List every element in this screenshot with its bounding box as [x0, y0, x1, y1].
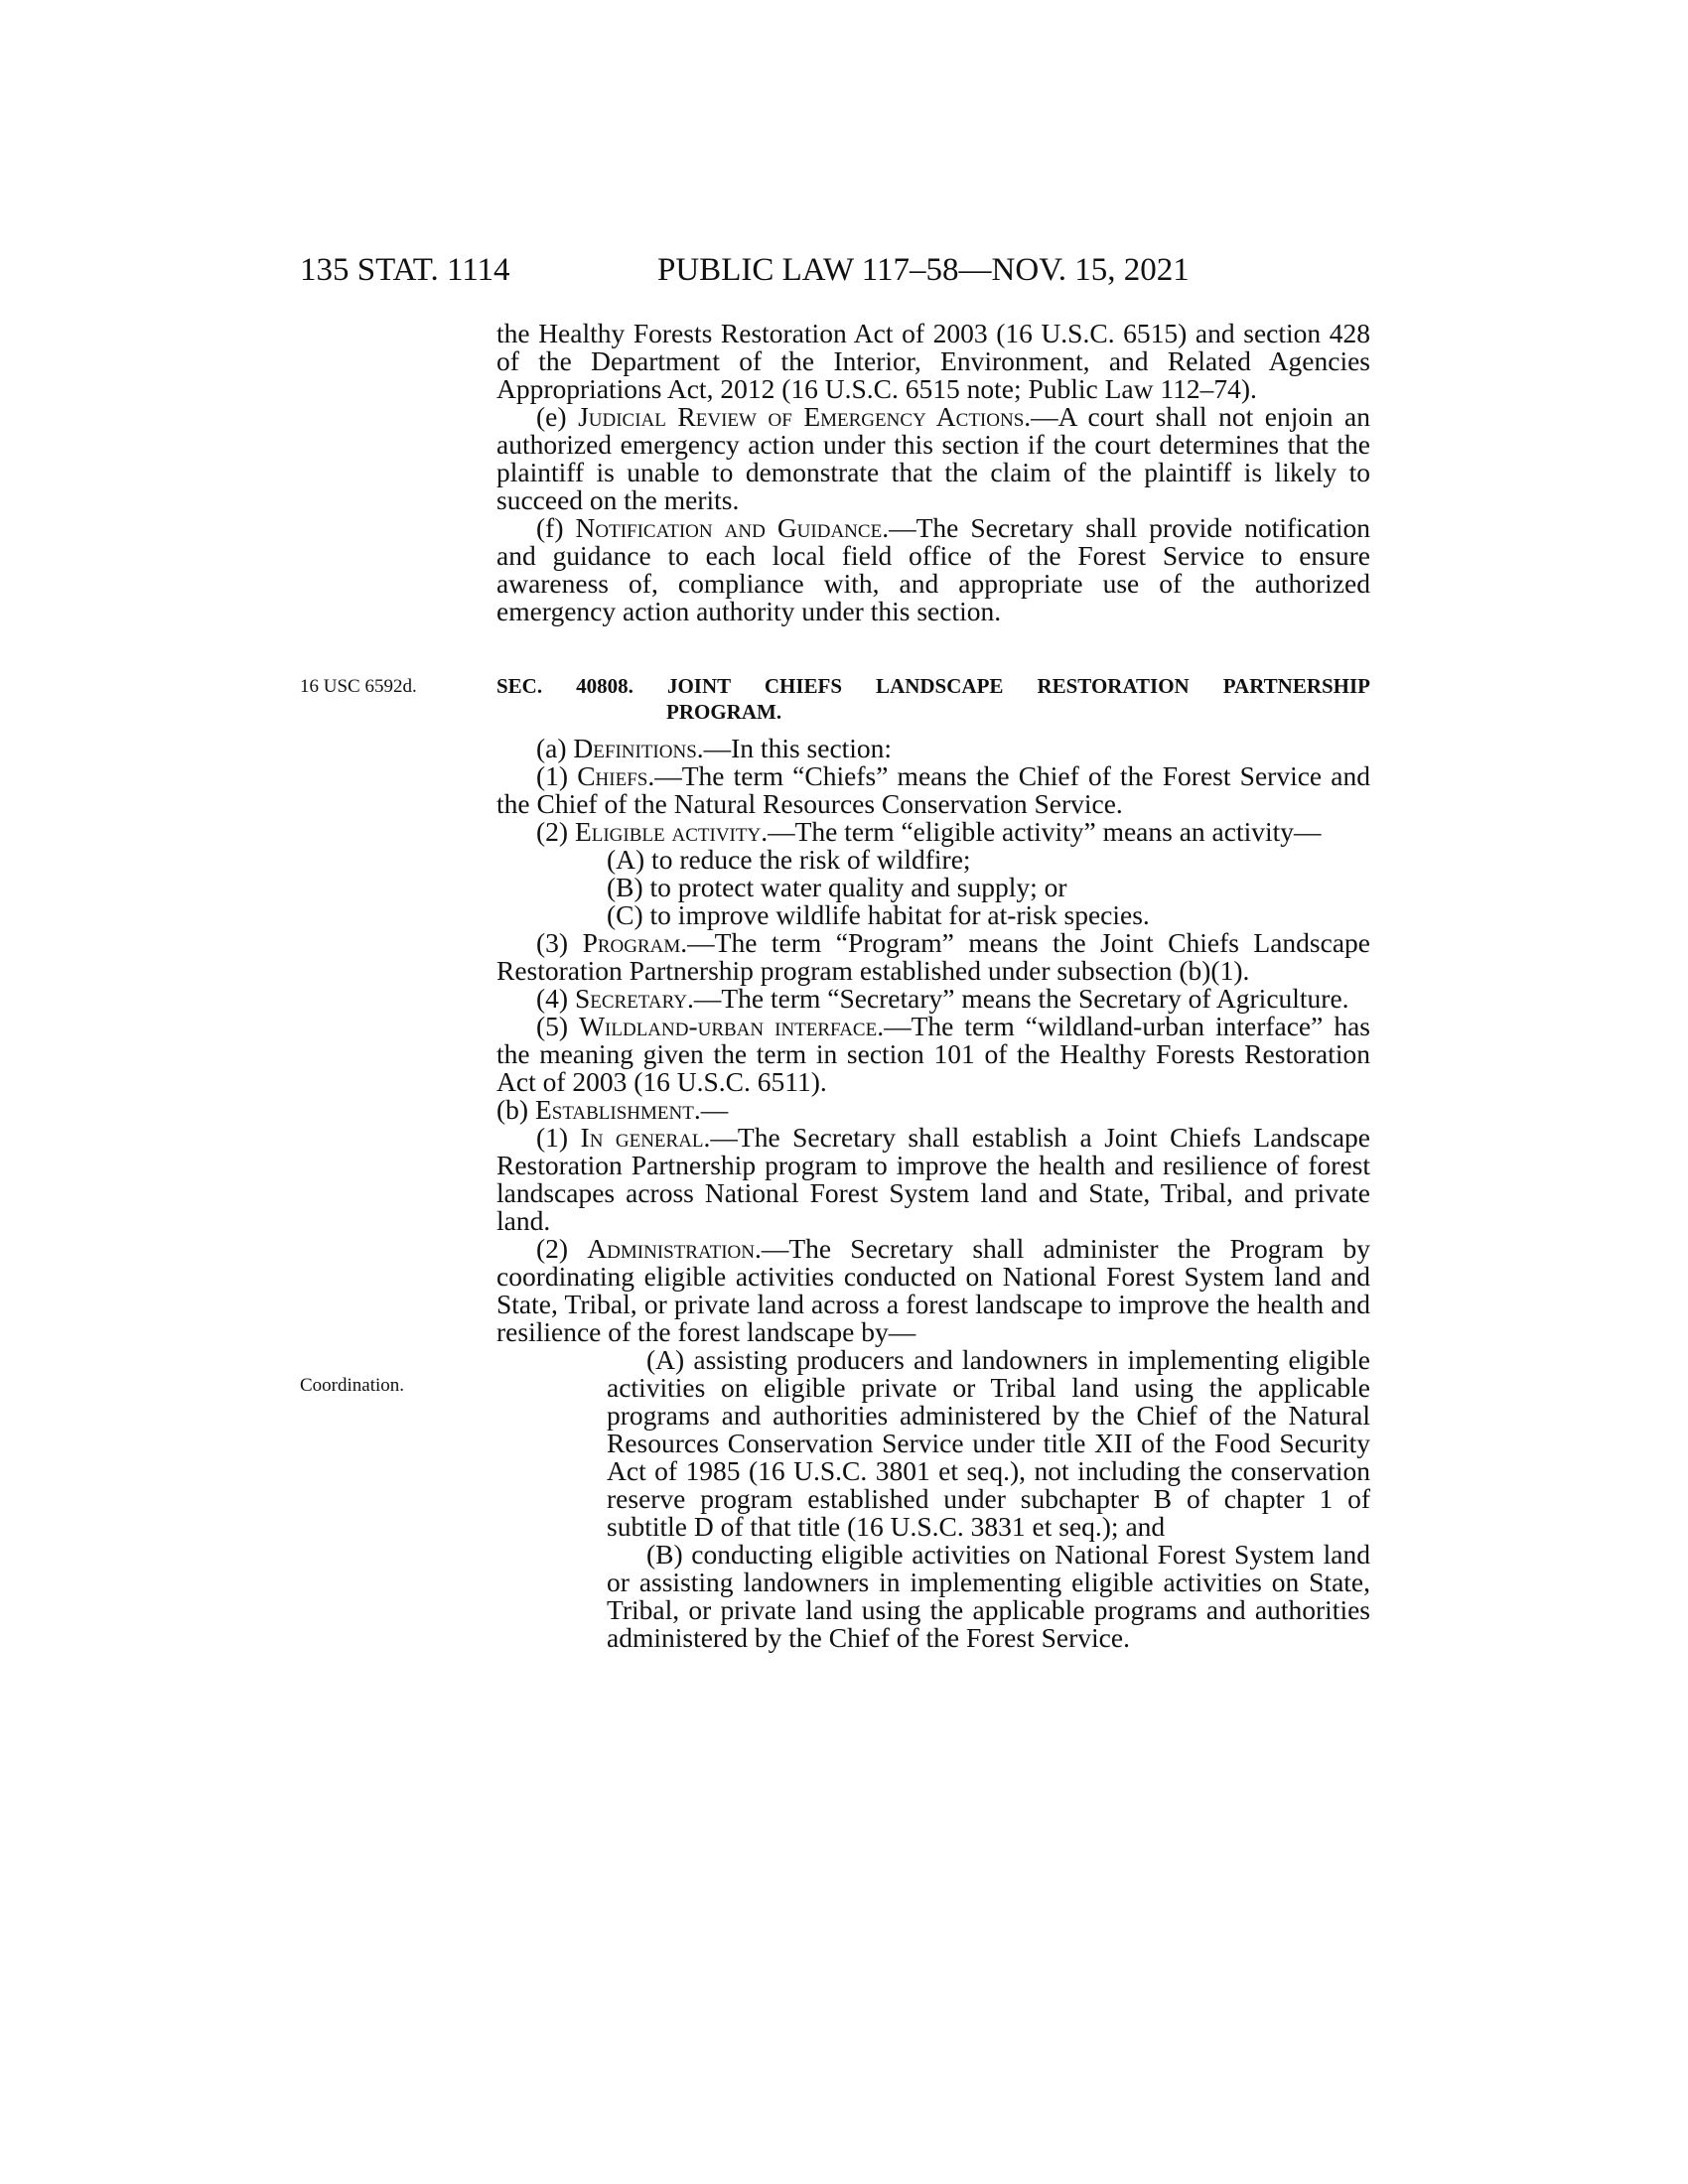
- paragraph-a2-B: (B) to protect water quality and supply; or: [607, 872, 1067, 902]
- paragraph-a2: (2) Eligible activity.—The term “eligible activity” means an activity—: [536, 816, 1322, 847]
- page-folio: 135 STAT. 1114: [300, 252, 510, 288]
- subsection-b: (b) Establishment.—: [496, 1094, 729, 1125]
- running-head: [300, 250, 1370, 290]
- subsection-f: (f) Notification and Guidance.—The Secretary shall provide notification and guidance to each local field office of the Forest Service to ensure awareness of, compliance with, and appropriate use of the authorized emergency action authority under this section.: [496, 512, 1370, 626]
- section-heading: [496, 673, 1370, 725]
- paragraph-a2-C: (C) to improve wildlife habitat for at-risk species.: [607, 899, 1150, 930]
- paragraph-b2: (2) Administration.—The Secretary shall administer the Program by coordinating eligible activities conducted on National Forest System land and State, Tribal, or private land across a forest landscape to improve the health and resilience of the forest landscape by—: [496, 1233, 1370, 1347]
- paragraph-a4: (4) Secretary.—The term “Secretary” means the Secretary of Agriculture.: [536, 983, 1349, 1014]
- margin-note-usc: 16 USC 6592d.: [300, 676, 417, 697]
- section-heading-line2: PROGRAM.: [666, 700, 782, 724]
- paragraph-b2-A: (A) assisting producers and landowners in implementing eligible activities on eligible private or Tribal land using the applicable programs and authorities administered by the Chief of the Natural Resources Conservation Service under title XII of the Food Security Act of 1985 (16 U.S.C. 3801 et seq.), not including the conservation reserve program established under subchapter B of chapter 1 of subtitle D of that title (16 U.S.C. 3831 et seq.); and: [607, 1344, 1370, 1542]
- top-text-block: [496, 320, 1370, 625]
- running-head-title: PUBLIC LAW 117–58—NOV. 15, 2021: [657, 252, 1190, 288]
- paragraph-b2-B: (B) conducting eligible activities on National Forest System land or assisting landowners in implementing eligible activities on State, Tribal, or private land using the applicable programs and authorities administered by the Chief of the Forest Service.: [607, 1539, 1370, 1653]
- paragraph-a2-A: (A) to reduce the risk of wildfire;: [607, 844, 971, 875]
- section-heading-line1: SEC. 40808. JOINT CHIEFS LANDSCAPE RESTORATION PARTNERSHIP: [496, 674, 1370, 698]
- margin-note-coordination: Coordination.: [300, 1375, 405, 1396]
- paragraph-a1: (1) Chiefs.—The term “Chiefs” means the Chief of the Forest Service and the Chief of the Natural Resources Conservation Service.: [496, 760, 1370, 819]
- subsection-e: (e) Judicial Review of Emergency Actions.—A court shall not enjoin an authorized emergency action under this section if the court determines that the plaintiff is unable to demonstrate that the claim of the plaintiff is likely to succeed on the merits.: [496, 401, 1370, 515]
- continuation-paragraph: the Healthy Forests Restoration Act of 2003 (16 U.S.C. 6515) and section 428 of the Department of the Interior, Environment, and Related Agencies Appropriations Act, 2012 (16 U.S.C. 6515 note; Public Law 112–74).: [496, 318, 1370, 404]
- subsection-f-heading: Notification and Guidance: [575, 512, 883, 543]
- paragraph-a5: (5) Wildland-urban interface.—The term “wildland-urban interface” has the meaning given the term in section 101 of the Healthy Forests Restoration Act of 2003 (16 U.S.C. 6511).: [496, 1011, 1370, 1097]
- paragraph-a3: (3) Program.—The term “Program” means the Joint Chiefs Landscape Restoration Partnership program established under subsection (b)(1).: [496, 927, 1370, 986]
- subsection-e-heading: Judicial Review of Emergency Actions: [578, 401, 1025, 432]
- paragraph-b1: (1) In general.—The Secretary shall establish a Joint Chiefs Landscape Restoration Partnership program to improve the health and resilience of forest landscapes across National Forest System land and State, Tribal, and private land.: [496, 1122, 1370, 1236]
- subsection-a: (a) Definitions.—In this section:: [536, 733, 893, 763]
- section-body: [496, 735, 1370, 1652]
